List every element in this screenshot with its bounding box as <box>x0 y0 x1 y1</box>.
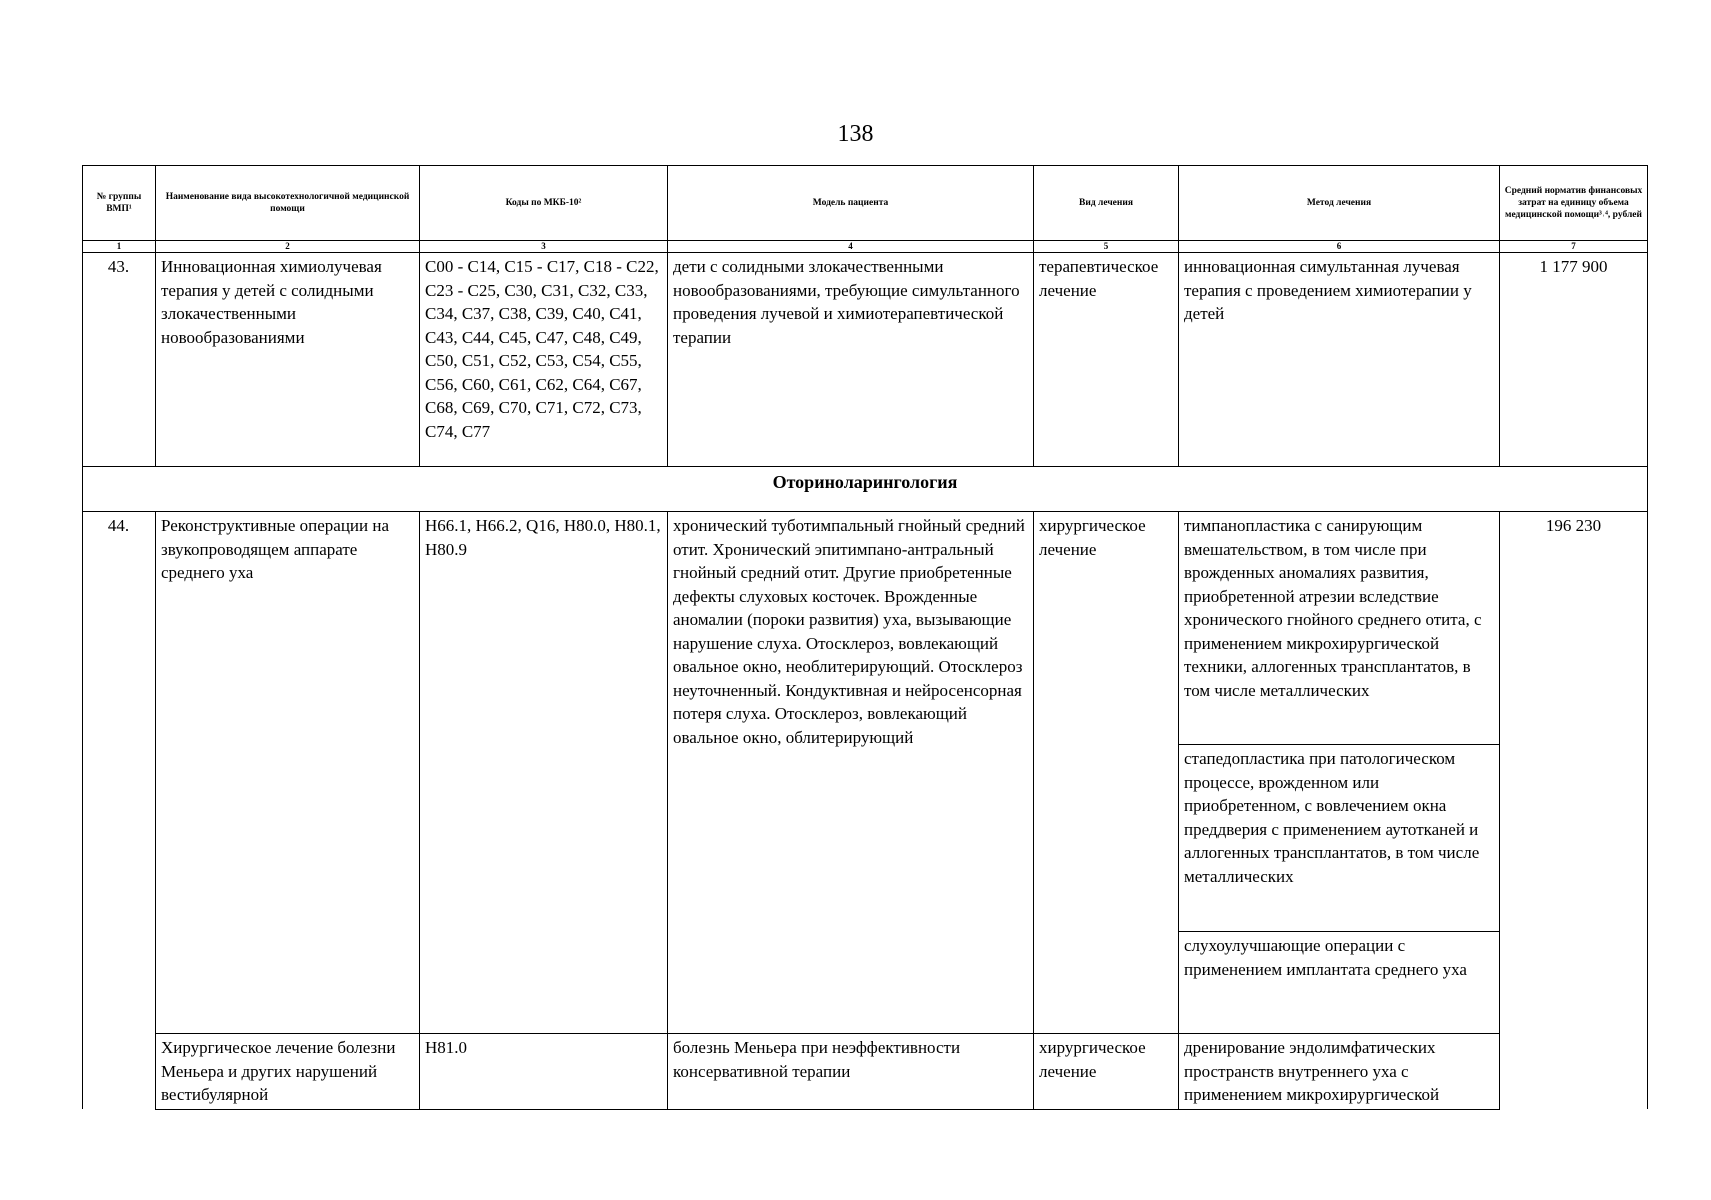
group-number: 43. <box>83 253 156 467</box>
column-number: 4 <box>668 241 1034 253</box>
header-treatment-type: Вид лечения <box>1034 166 1179 241</box>
column-number: 2 <box>156 241 420 253</box>
section-row <box>83 467 1648 512</box>
care-type-name: Хирургическое лечение болезни Меньера и других нарушений вестибулярной <box>156 1034 420 1110</box>
treatment-methods <box>1179 512 1500 1034</box>
column-number: 7 <box>1500 241 1648 253</box>
patient-model: дети с солидными злокачественными новообразованиями, требующие симультанного проведения лучевой и химиотерапевтической терапии <box>668 253 1034 467</box>
header-average-cost: Средний норматив финансовых затрат на единицу объема медицинской помощи³˒⁴, рублей <box>1500 166 1648 241</box>
treatment-method: дренирование эндолимфатических пространств внутреннего уха с применением микрохирургической <box>1179 1034 1500 1110</box>
header-patient-model: Модель пациента <box>668 166 1034 241</box>
treatment-type: хирургическое лечение <box>1034 1034 1179 1110</box>
vmp-table <box>82 165 1648 1110</box>
page-number: 138 <box>837 121 874 147</box>
header-row <box>83 166 1648 241</box>
header-treatment-method: Метод лечения <box>1179 166 1500 241</box>
column-number: 3 <box>420 241 668 253</box>
average-cost: 1 177 900 <box>1500 253 1648 467</box>
column-number: 1 <box>83 241 156 253</box>
care-type-name: Инновационная химиолучевая терапия у детей с солидными злокачественными новообразованиями <box>156 253 420 467</box>
treatment-type: терапевтическое лечение <box>1034 253 1179 467</box>
group-number: 44. <box>83 512 156 1110</box>
table-row <box>83 512 1648 1034</box>
treatment-method: слухоулучшающие операции с применением имплантата среднего уха <box>1184 936 1467 979</box>
table-row <box>83 1034 1648 1110</box>
patient-model: хронический туботимпальный гнойный средний отит. Хронический эпитимпано-антральный гнойный средний отит. Другие приобретенные дефекты слуховых косточек. Врожденные аномалии (пороки развития) уха, вызывающие нарушение слуха. Отосклероз, вовлекающий овальное окно, необлитерирующий. Отосклероз неуточненный. Кондуктивная и нейросенсорная потеря слуха. Отосклероз, вовлекающий овальное окно, облитерирующий <box>668 512 1034 1034</box>
care-type-name: Реконструктивные операции на звукопроводящем аппарате среднего уха <box>156 512 420 1034</box>
treatment-method: стапедопластика при патологическом процессе, врожденном или приобретенном, с вовлечением окна преддверия с применением аутотканей и аллогенных трансплантатов, в том числе металлических <box>1179 745 1499 932</box>
treatment-type: хирургическое лечение <box>1034 512 1179 1034</box>
patient-model: болезнь Меньера при неэффективности консервативной терапии <box>668 1034 1034 1110</box>
treatment-method: инновационная симультанная лучевая терапия с проведением химиотерапии у детей <box>1179 253 1500 467</box>
treatment-method: тимпанопластика с санирующим вмешательством, в том числе при врожденных аномалиях развития, приобретенной атрезии вследствие хронического гнойного среднего отита, с применением микрохирургической техники, аллогенных трансплантатов, в том числе металлических <box>1179 512 1499 745</box>
section-title: Оториноларингология <box>83 467 1648 512</box>
header-icd-codes: Коды по МКБ-10² <box>420 166 668 241</box>
column-number-row <box>83 241 1648 253</box>
header-group-number: № группы ВМП¹ <box>83 166 156 241</box>
icd-codes: C00 - C14, C15 - C17, C18 - C22, C23 - C25, C30, C31, C32, C33, C34, C37, C38, C39, C40, C41, C43, C44, C45, C47, C48, C49, C50, C51, C52, C53, C54, C55, C56, C60, C61, C62, C64, C67, C68, C69, C70, C71, C72, C73, C74, C77 <box>420 253 668 467</box>
header-care-type-name: Наименование вида высокотехнологичной медицинской помощи <box>156 166 420 241</box>
icd-codes: H81.0 <box>420 1034 668 1110</box>
column-number: 6 <box>1179 241 1500 253</box>
column-number: 5 <box>1034 241 1179 253</box>
icd-codes: H66.1, H66.2, Q16, H80.0, H80.1, H80.9 <box>420 512 668 1034</box>
table-row <box>83 253 1648 467</box>
average-cost: 196 230 <box>1500 512 1648 1110</box>
